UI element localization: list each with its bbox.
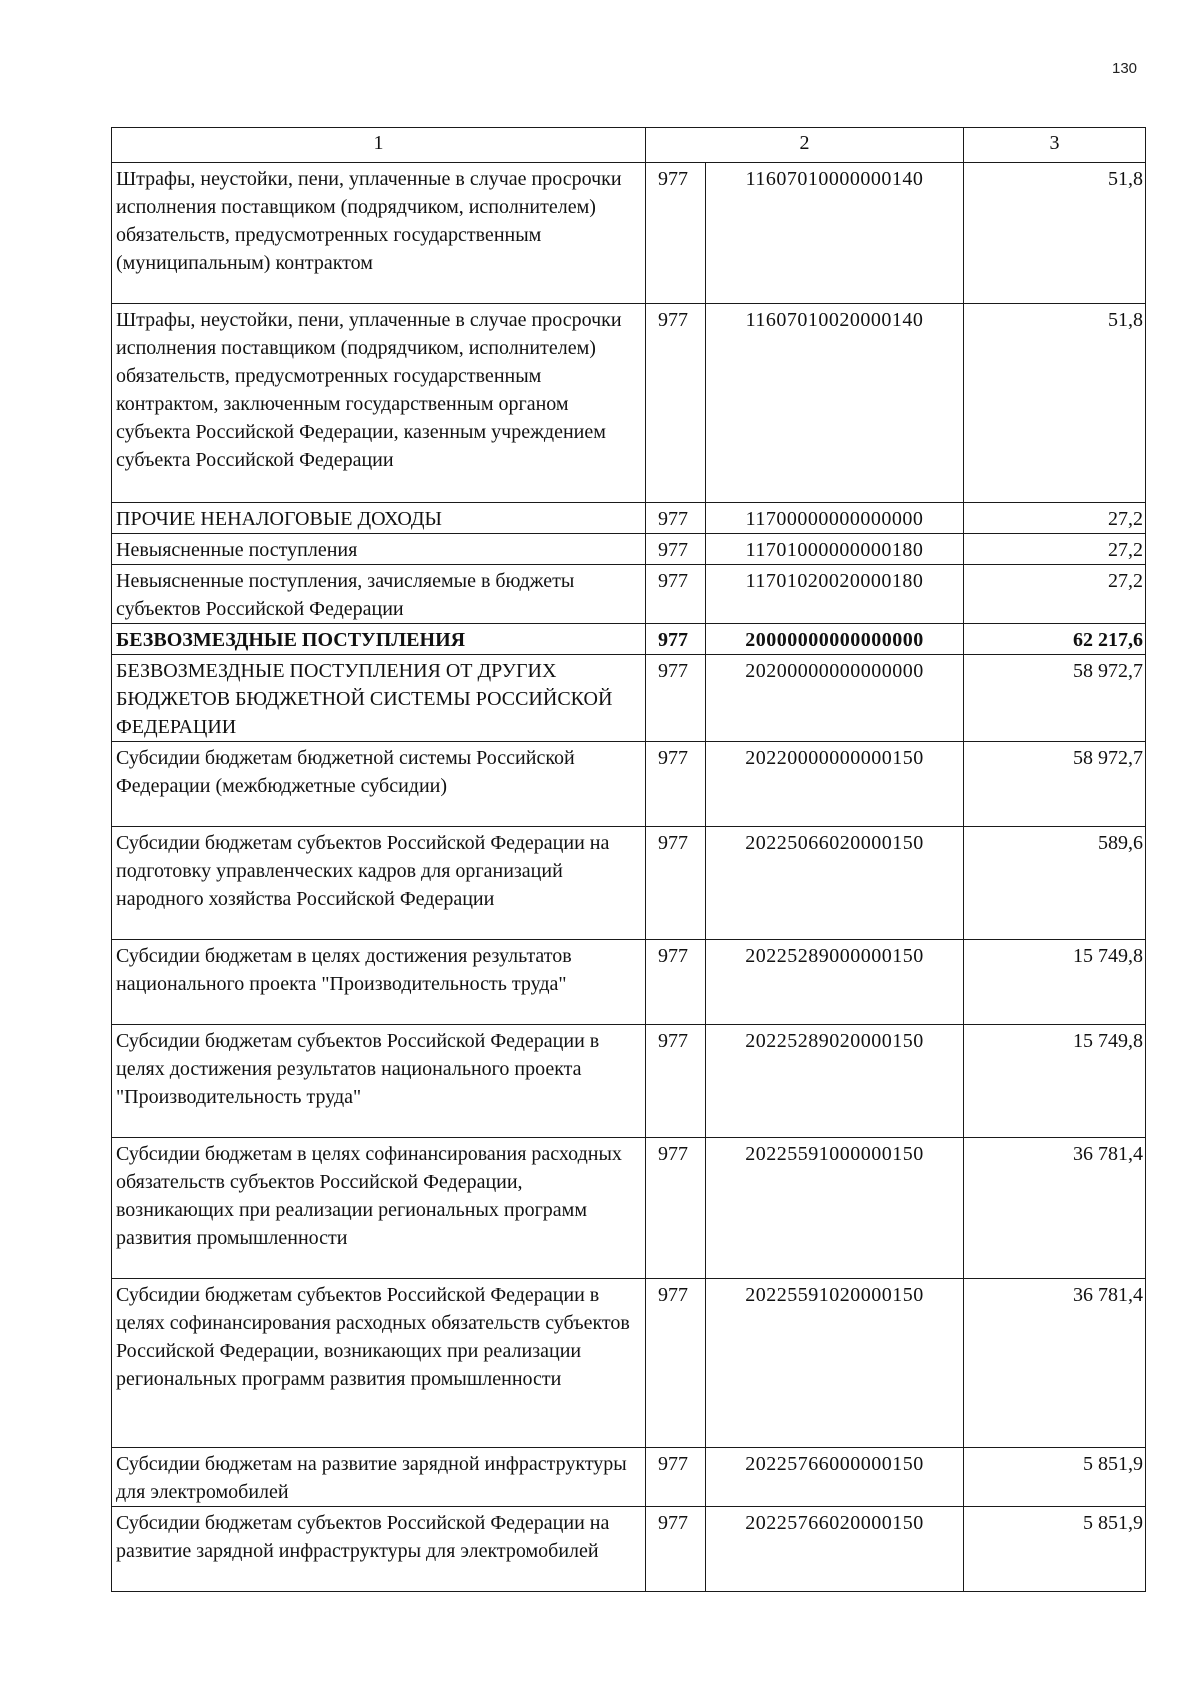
table-row [112, 1138, 1146, 1279]
table-row [112, 304, 1146, 503]
row-description: БЕЗВОЗМЕЗДНЫЕ ПОСТУПЛЕНИЯ ОТ ДРУГИХ БЮДЖЕТОВ БЮДЖЕТНОЙ СИСТЕМЫ РОССИЙСКОЙ ФЕДЕРАЦИИ [112, 655, 646, 742]
row-budget-code: 20225066020000150 [706, 827, 964, 940]
row-description: ПРОЧИЕ НЕНАЛОГОВЫЕ ДОХОДЫ [112, 503, 646, 534]
table-row [112, 1279, 1146, 1448]
row-description: Субсидии бюджетам субъектов Российской Федерации на развитие зарядной инфраструктуры для электромобилей [112, 1507, 646, 1592]
table-row [112, 1507, 1146, 1592]
budget-revenue-table [111, 127, 1146, 1592]
row-amount: 5 851,9 [964, 1448, 1146, 1507]
table-row [112, 534, 1146, 565]
table-row [112, 655, 1146, 742]
row-admin-code: 977 [646, 1138, 706, 1279]
row-description: Субсидии бюджетам субъектов Российской Федерации на подготовку управленческих кадров для организаций народного хозяйства Российской Федерации [112, 827, 646, 940]
row-amount: 36 781,4 [964, 1279, 1146, 1448]
row-amount: 15 749,8 [964, 1025, 1146, 1138]
table-row [112, 1025, 1146, 1138]
row-description: Субсидии бюджетам на развитие зарядной инфраструктуры для электромобилей [112, 1448, 646, 1507]
row-budget-code: 11607010020000140 [706, 304, 964, 503]
row-budget-code: 20000000000000000 [706, 624, 964, 655]
row-amount: 62 217,6 [964, 624, 1146, 655]
row-amount: 27,2 [964, 503, 1146, 534]
row-admin-code: 977 [646, 1448, 706, 1507]
row-amount: 27,2 [964, 534, 1146, 565]
row-admin-code: 977 [646, 742, 706, 827]
row-budget-code: 20225766020000150 [706, 1507, 964, 1592]
table-header-row [112, 128, 1146, 163]
row-admin-code: 977 [646, 304, 706, 503]
row-amount: 5 851,9 [964, 1507, 1146, 1592]
header-col-1: 1 [112, 128, 646, 163]
row-description: БЕЗВОЗМЕЗДНЫЕ ПОСТУПЛЕНИЯ [112, 624, 646, 655]
table-row [112, 624, 1146, 655]
table-row [112, 742, 1146, 827]
table-row [112, 827, 1146, 940]
row-budget-code: 20220000000000150 [706, 742, 964, 827]
row-amount: 36 781,4 [964, 1138, 1146, 1279]
row-budget-code: 20225591000000150 [706, 1138, 964, 1279]
row-amount: 27,2 [964, 565, 1146, 624]
row-admin-code: 977 [646, 534, 706, 565]
row-description: Субсидии бюджетам субъектов Российской Федерации в целях софинансирования расходных обязательств субъектов Российской Федерации, возникающих при реализации региональных программ развития промышленности [112, 1279, 646, 1448]
row-admin-code: 977 [646, 1025, 706, 1138]
row-admin-code: 977 [646, 940, 706, 1025]
row-admin-code: 977 [646, 503, 706, 534]
row-budget-code: 11607010000000140 [706, 163, 964, 304]
row-admin-code: 977 [646, 655, 706, 742]
row-admin-code: 977 [646, 565, 706, 624]
row-admin-code: 977 [646, 1507, 706, 1592]
row-amount: 58 972,7 [964, 655, 1146, 742]
row-amount: 51,8 [964, 163, 1146, 304]
row-amount: 15 749,8 [964, 940, 1146, 1025]
row-budget-code: 20225766000000150 [706, 1448, 964, 1507]
row-budget-code: 11701000000000180 [706, 534, 964, 565]
row-budget-code: 20225591020000150 [706, 1279, 964, 1448]
row-description: Штрафы, неустойки, пени, уплаченные в случае просрочки исполнения поставщиком (подрядчиком, исполнителем) обязательств, предусмотренных государственным (муниципальным) контрактом [112, 163, 646, 304]
row-amount: 589,6 [964, 827, 1146, 940]
header-col-3: 3 [964, 128, 1146, 163]
table-row [112, 940, 1146, 1025]
row-amount: 51,8 [964, 304, 1146, 503]
row-budget-code: 11700000000000000 [706, 503, 964, 534]
row-admin-code: 977 [646, 1279, 706, 1448]
header-col-2: 2 [646, 128, 964, 163]
row-description: Невыясненные поступления [112, 534, 646, 565]
row-description: Субсидии бюджетам в целях софинансирования расходных обязательств субъектов Российской Федерации, возникающих при реализации региональных программ развития промышленности [112, 1138, 646, 1279]
table-row [112, 1448, 1146, 1507]
page-number: 130 [1112, 60, 1138, 77]
row-admin-code: 977 [646, 163, 706, 304]
row-budget-code: 20225289000000150 [706, 940, 964, 1025]
row-budget-code: 20225289020000150 [706, 1025, 964, 1138]
row-description: Субсидии бюджетам субъектов Российской Федерации в целях достижения результатов национального проекта "Производительность труда" [112, 1025, 646, 1138]
row-amount: 58 972,7 [964, 742, 1146, 827]
row-admin-code: 977 [646, 624, 706, 655]
row-description: Субсидии бюджетам в целях достижения результатов национального проекта "Производительность труда" [112, 940, 646, 1025]
row-budget-code: 20200000000000000 [706, 655, 964, 742]
row-admin-code: 977 [646, 827, 706, 940]
row-budget-code: 11701020020000180 [706, 565, 964, 624]
table-row [112, 503, 1146, 534]
table-row [112, 163, 1146, 304]
row-description: Штрафы, неустойки, пени, уплаченные в случае просрочки исполнения поставщиком (подрядчиком, исполнителем) обязательств, предусмотренных государственным контрактом, заключенным государственным органом субъекта Российской Федерации, казенным учреждением субъекта Российской Федерации [112, 304, 646, 503]
row-description: Субсидии бюджетам бюджетной системы Российской Федерации (межбюджетные субсидии) [112, 742, 646, 827]
row-description: Невыясненные поступления, зачисляемые в бюджеты субъектов Российской Федерации [112, 565, 646, 624]
table-row [112, 565, 1146, 624]
